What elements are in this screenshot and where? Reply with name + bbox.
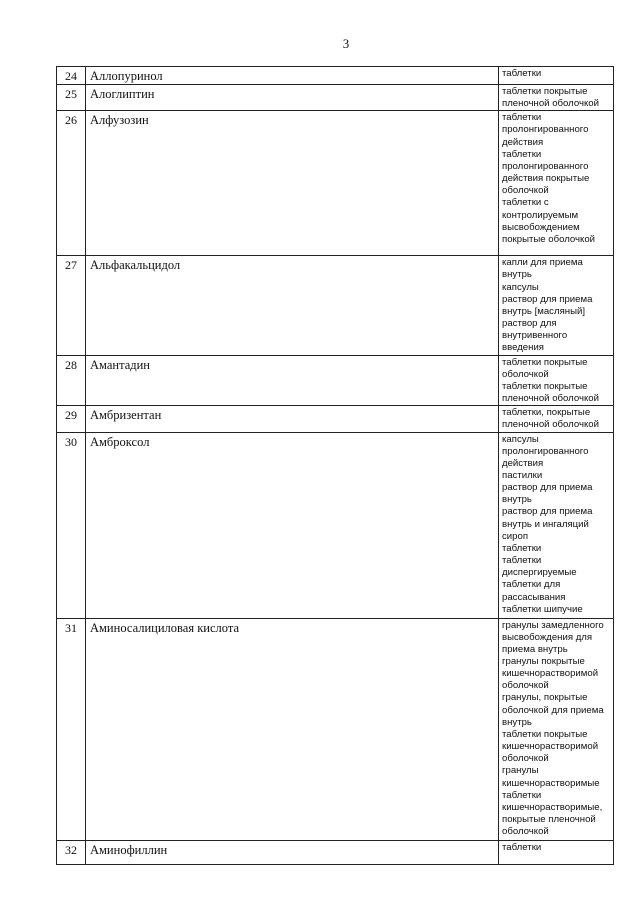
dosage-form-line: высвобождения для — [502, 631, 593, 643]
drug-name: Алфузозин — [86, 111, 499, 256]
dosage-form-line: оболочкой — [502, 680, 549, 692]
dosage-form-line: пленочной оболочкой — [502, 393, 599, 405]
dosage-form-line: действия — [502, 136, 544, 148]
drug-name: Аминофиллин — [86, 840, 499, 864]
table-row — [57, 406, 614, 432]
drug-name: Алоглиптин — [86, 85, 499, 111]
dosage-form-line: кишечнорастворимые — [502, 777, 600, 789]
dosage-form-line: таблетки с — [502, 197, 549, 209]
dosage-form-line: оболочкой — [502, 185, 549, 197]
dosage-form-line: контролируемым — [502, 209, 579, 221]
dosage-form-line: таблетки покрытые — [502, 380, 588, 392]
row-number: 24 — [57, 67, 86, 85]
table-row — [57, 256, 614, 355]
table-row — [57, 67, 614, 85]
dosage-form-line: покрытые оболочкой — [502, 233, 596, 245]
row-number: 30 — [57, 432, 86, 618]
dosage-forms — [499, 111, 614, 256]
row-number: 26 — [57, 111, 86, 256]
dosage-form-line: внутривенного — [502, 330, 568, 342]
dosage-form-line: кишечнорастворимые, — [502, 801, 603, 813]
dosage-forms — [499, 618, 614, 840]
dosage-form-line: внутрь — [502, 494, 532, 506]
dosage-form-line: гранулы покрытые — [502, 655, 585, 667]
dosage-form-line: раствор для приема — [502, 506, 593, 518]
row-number: 31 — [57, 618, 86, 840]
table-row — [57, 432, 614, 618]
dosage-form-line: таблетки — [502, 68, 542, 79]
dosage-form-line: раствор для приема — [502, 482, 593, 494]
dosage-form-line: внутрь и ингаляций — [502, 518, 589, 530]
dosage-form-line: таблетки — [502, 542, 542, 554]
dosage-form-line: таблетки покрытые — [502, 356, 588, 368]
dosage-form-line: таблетки шипучие — [502, 603, 583, 615]
dosage-form-line: таблетки, покрытые — [502, 407, 591, 419]
row-number: 25 — [57, 85, 86, 111]
dosage-form-line: оболочкой для приема — [502, 704, 604, 716]
dosage-forms — [499, 85, 614, 111]
dosage-forms — [499, 840, 614, 864]
dosage-form-line: диспергируемые — [502, 567, 577, 579]
dosage-form-line: таблетки — [502, 112, 542, 124]
drug-name: Амброксол — [86, 432, 499, 618]
dosage-form-line: гранулы — [502, 765, 539, 777]
dosage-form-line: внутрь [масляный] — [502, 305, 585, 317]
dosage-form-line: таблетки покрытые — [502, 86, 588, 97]
dosage-form-line: сироп — [502, 530, 529, 542]
page-number: 3 — [342, 36, 350, 51]
table-row — [57, 840, 614, 864]
dosage-forms — [499, 67, 614, 85]
dosage-form-line: таблетки — [502, 789, 542, 801]
dosage-form-line: пастилки — [502, 469, 543, 481]
table-row — [57, 618, 614, 840]
dosage-form-line: пленочной оболочкой — [502, 419, 599, 431]
dosage-form-line: пролонгированного — [502, 160, 589, 172]
drug-name: Альфакальцидол — [86, 256, 499, 355]
dosage-form-line: покрытые пленочной — [502, 814, 596, 825]
dosage-forms — [499, 432, 614, 618]
dosage-form-line: капсулы — [502, 281, 539, 293]
dosage-form-line: раствор для — [502, 318, 557, 330]
table-row — [57, 355, 614, 406]
dosage-form-line: раствор для приема — [502, 293, 593, 305]
dosage-form-line: рассасывания — [502, 591, 566, 603]
dosage-forms — [499, 406, 614, 432]
dosage-form-line: гранулы, покрытые — [502, 692, 588, 704]
row-number: 29 — [57, 406, 86, 432]
dosage-form-line: пролонгированного — [502, 445, 589, 457]
drug-name: Амантадин — [86, 355, 499, 406]
dosage-form-line: кишечнорастворимой — [502, 741, 599, 753]
dosage-forms — [499, 355, 614, 406]
dosage-form-line: таблетки покрытые — [502, 728, 588, 740]
dosage-form-line: кишечнорастворимой — [502, 668, 599, 680]
dosage-forms — [499, 256, 614, 355]
dosage-form-line: внутрь — [502, 269, 532, 281]
dosage-form-line: оболочкой — [502, 826, 549, 838]
drug-name: Аллопуринол — [86, 67, 499, 85]
dosage-form-line: капсулы — [502, 433, 539, 445]
drug-name: Аминосалициловая кислота — [86, 618, 499, 840]
dosage-form-line: пролонгированного — [502, 124, 589, 136]
dosage-form-line: гранулы замедленного — [502, 619, 604, 631]
dosage-form-line: таблетки — [502, 148, 542, 160]
dosage-form-line: таблетки — [502, 555, 542, 567]
table-row — [57, 111, 614, 256]
dosage-form-line: пленочной оболочкой — [502, 98, 599, 110]
dosage-form-line: введения — [502, 342, 544, 354]
drug-name: Амбризентан — [86, 406, 499, 432]
row-number: 32 — [57, 840, 86, 864]
dosage-form-line: таблетки для — [502, 579, 561, 591]
dosage-form-line: действия — [502, 457, 544, 469]
table-row — [57, 85, 614, 111]
drug-table — [56, 66, 614, 865]
dosage-form-line: высвобождением — [502, 221, 580, 233]
dosage-form-line: приема внутрь — [502, 643, 568, 655]
row-number: 28 — [57, 355, 86, 406]
dosage-form-line: оболочкой — [502, 368, 549, 380]
row-number: 27 — [57, 256, 86, 355]
drug-table-body — [57, 67, 614, 865]
dosage-form-line: внутрь — [502, 716, 532, 728]
dosage-form-line: таблетки — [502, 841, 542, 853]
dosage-form-line: действия покрытые — [502, 173, 590, 185]
dosage-form-line: капли для приема — [502, 257, 583, 269]
dosage-form-line: оболочкой — [502, 753, 549, 765]
